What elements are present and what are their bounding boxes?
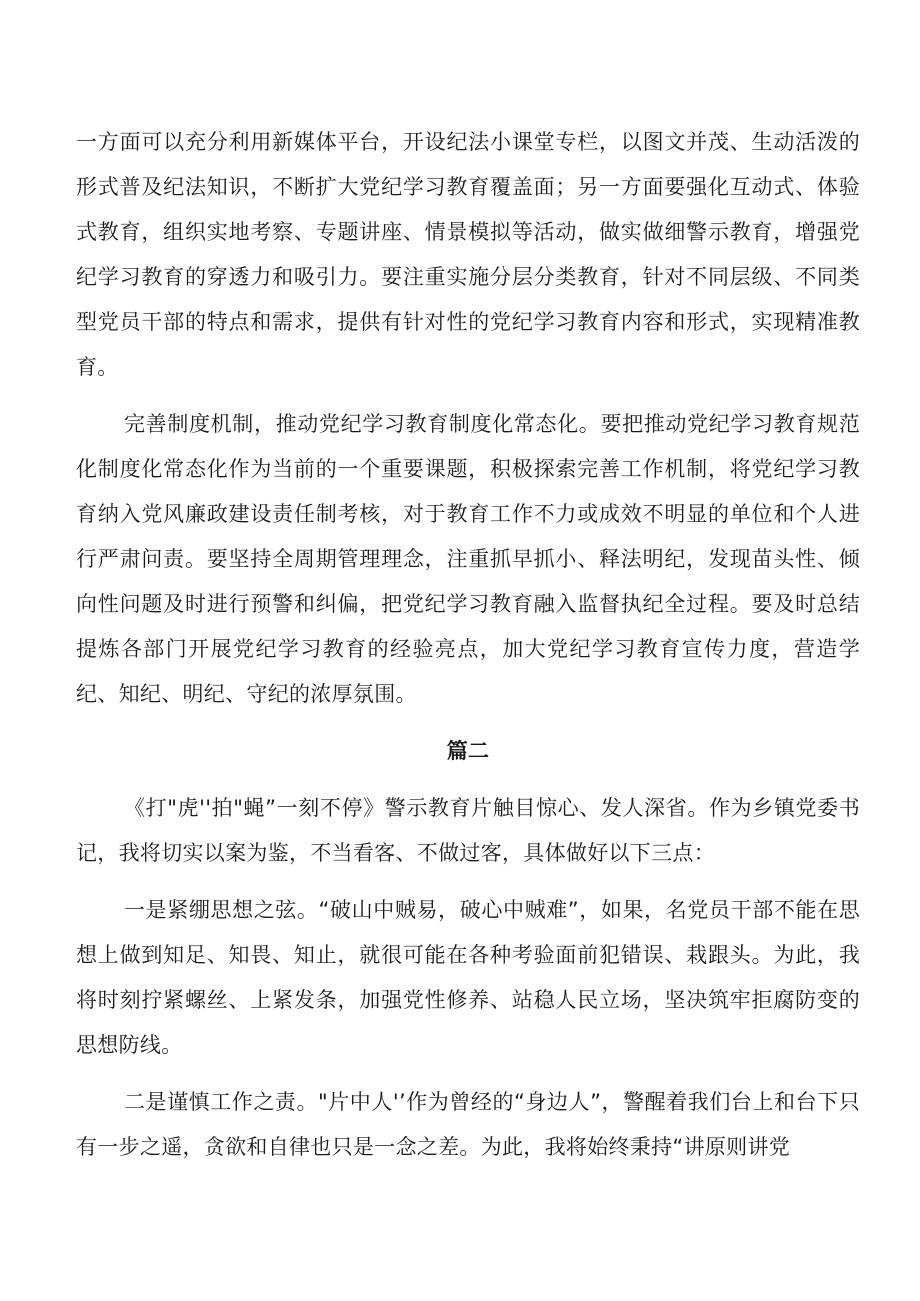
paragraph-1: 一方面可以充分利用新媒体平台，开设纪法小课堂专栏，以图文并茂、生动活泼的形式普及纪法知识，不断扩大党纪学习教育覆盖面；另一方面要强化互动式、体验式教育，组织实地考察、专题讲座、情景模拟等活动，做实做细警示教育，增强党纪学习教育的穿透力和吸引力。要注重实施分层分类教育，针对不同层级、不同类型党员干部的特点和需求，提供有针对性的党纪学习教育内容和形式，实现精准教育。 — [76, 130, 860, 379]
section-heading: 篇二 — [446, 739, 490, 763]
document-body — [76, 120, 860, 1182]
paragraph-5: 二是谨慎工作之责。"片中人'’作为曾经的“身边人”，警醒着我们台上和台下只有一步之遥，贪欲和自律也只是一念之差。为此，我将始终秉持“讲原则讲党 — [76, 1090, 860, 1159]
paragraph-2: 完善制度机制，推动党纪学习教育制度化常态化。要把推动党纪学习教育规范化制度化常态化作为当前的一个重要课题，积极探索完善工作机制，将党纪学习教育纳入党风廉政建设责任制考核，对于教育工作不力或成效不明显的单位和个人进行严肃问责。要坚持全周期管理理念，注重抓早抓小、释法明纪，发现苗头性、倾向性问题及时进行预警和纠偏，把党纪学习教育融入监督执纪全过程。要及时总结提炼各部门开展党纪学习教育的经验亮点，加大党纪学习教育宣传力度，营造学纪、知纪、明纪、守纪的浓厚氛围。 — [76, 412, 860, 706]
paragraph-3: 《打"虎''拍"蝇”一刻不停》警示教育片触目惊心、发人深省。作为乡镇党委书记，我将切实以案为鉴，不当看客、不做过客，具体做好以下三点： — [76, 796, 860, 865]
paragraph-4: 一是紧绷思想之弦。“破山中贼易，破心中贼难”，如果，名党员干部不能在思想上做到知足、知畏、知止，就很可能在各种考验面前犯错误、栽跟头。为此，我将时刻拧紧螺丝、上紧发条，加强党性修养、站稳人民立场，坚决筑牢拒腐防变的思想防线。 — [76, 898, 860, 1057]
